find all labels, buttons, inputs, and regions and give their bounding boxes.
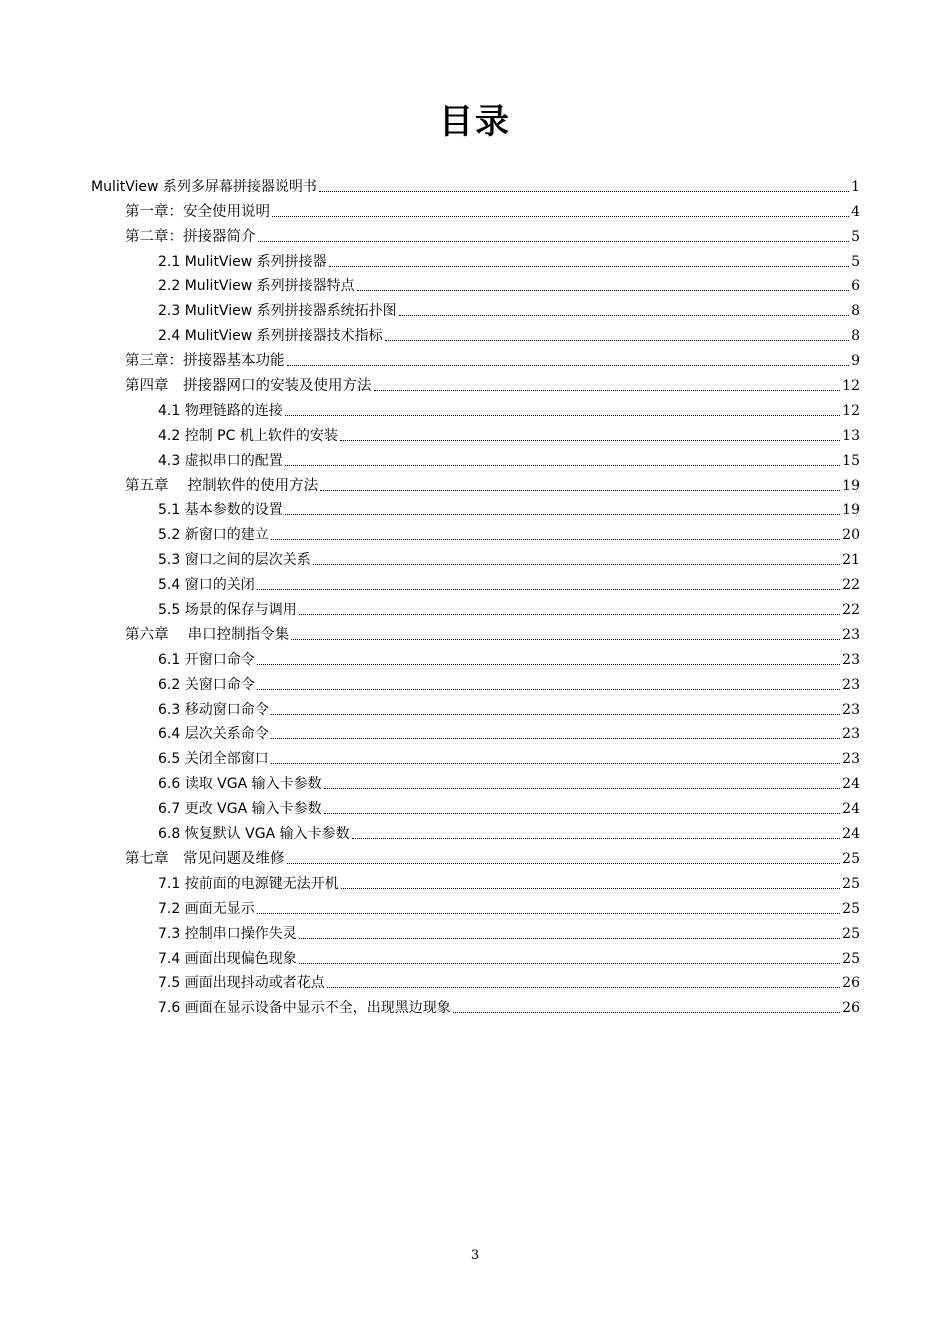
toc-entry-label: 6.2 关窗口命令 — [158, 676, 255, 693]
toc-entry-label: 5.5 场景的保存与调用 — [158, 602, 297, 619]
toc-entry-page: 19 — [842, 477, 860, 494]
toc-dot-leader — [319, 191, 849, 192]
toc-dot-leader — [291, 639, 840, 640]
toc-dot-leader — [257, 589, 840, 590]
toc-entry-page: 4 — [851, 203, 860, 220]
toc-entry[interactable] — [91, 172, 860, 197]
toc-dot-leader — [299, 938, 840, 939]
toc-entry-label: 5.1 基本参数的设置 — [158, 502, 283, 519]
toc-entry-page: 23 — [842, 626, 860, 643]
toc-entry[interactable] — [91, 421, 860, 446]
toc-entry-page: 19 — [842, 502, 860, 519]
toc-dot-leader — [352, 838, 841, 839]
toc-entry[interactable] — [91, 570, 860, 595]
toc-entry-page: 13 — [842, 427, 860, 444]
toc-dot-leader — [327, 987, 840, 988]
toc-entry-page: 21 — [842, 552, 860, 569]
toc-entry[interactable] — [91, 545, 860, 570]
toc-entry-label: 6.7 更改 VGA 输入卡参数 — [158, 801, 322, 818]
toc-dot-leader — [329, 266, 849, 267]
toc-entry-label: 第二章：拼接器简介 — [125, 228, 256, 245]
toc-entry-page: 25 — [842, 950, 860, 967]
toc-entry-page: 5 — [851, 253, 860, 270]
toc-entry[interactable] — [91, 197, 860, 222]
toc-entry[interactable] — [91, 819, 860, 844]
page-number: 3 — [470, 1248, 480, 1263]
toc-entry-page: 12 — [842, 378, 860, 395]
toc-entry-page: 22 — [842, 602, 860, 619]
toc-dot-leader — [374, 390, 841, 391]
toc-entry[interactable] — [91, 446, 860, 471]
toc-entry-page: 23 — [842, 726, 860, 743]
toc-dot-leader — [271, 763, 840, 764]
toc-entry[interactable] — [91, 396, 860, 421]
toc-entry-page: 23 — [842, 651, 860, 668]
toc-entry[interactable] — [91, 969, 860, 994]
toc-entry[interactable] — [91, 844, 860, 869]
toc-entry-label: 5.2 新窗口的建立 — [158, 527, 269, 544]
toc-entry-label: 6.6 读取 VGA 输入卡参数 — [158, 776, 322, 793]
toc-entry-label: 2.3 MulitView 系列拼接器系统拓扑图 — [158, 303, 397, 320]
toc-entry-page: 23 — [842, 676, 860, 693]
toc-dot-leader — [285, 415, 840, 416]
toc-entry-page: 20 — [842, 527, 860, 544]
toc-dot-leader — [299, 963, 840, 964]
toc-entry-page: 8 — [851, 328, 860, 345]
toc-entry-page: 24 — [842, 826, 860, 843]
toc-entry-page: 26 — [842, 1000, 860, 1017]
toc-entry-label: 2.1 MulitView 系列拼接器 — [158, 253, 327, 270]
toc-entry-page: 26 — [842, 975, 860, 992]
toc-entry[interactable] — [91, 645, 860, 670]
toc-dot-leader — [313, 564, 840, 565]
toc-entry-page: 23 — [842, 751, 860, 768]
toc-entry[interactable] — [91, 695, 860, 720]
table-of-contents — [91, 172, 860, 1018]
toc-entry[interactable] — [91, 471, 860, 496]
toc-entry[interactable] — [91, 794, 860, 819]
toc-entry-label: 7.5 画面出现抖动或者花点 — [158, 975, 325, 992]
toc-entry[interactable] — [91, 321, 860, 346]
toc-entry[interactable] — [91, 993, 860, 1018]
toc-entry-label: 第五章 控制软件的使用方法 — [125, 477, 319, 494]
toc-entry[interactable] — [91, 496, 860, 521]
toc-entry-label: 6.3 移动窗口命令 — [158, 701, 269, 718]
toc-dot-leader — [285, 514, 840, 515]
toc-entry-label: 5.3 窗口之间的层次关系 — [158, 552, 311, 569]
toc-entry-label: 第一章：安全使用说明 — [125, 203, 270, 220]
toc-dot-leader — [271, 714, 840, 715]
toc-entry[interactable] — [91, 296, 860, 321]
toc-entry-page: 15 — [842, 452, 860, 469]
toc-dot-leader — [399, 315, 849, 316]
toc-dot-leader — [287, 365, 850, 366]
toc-dot-leader — [385, 340, 849, 341]
toc-entry-label: 第四章 拼接器网口的安装及使用方法 — [125, 378, 372, 395]
toc-entry-label: 4.2 控制 PC 机上软件的安装 — [158, 427, 338, 444]
toc-dot-leader — [257, 664, 840, 665]
toc-entry-label: 5.4 窗口的关闭 — [158, 577, 255, 594]
toc-entry-page: 22 — [842, 577, 860, 594]
toc-dot-leader — [324, 813, 841, 814]
page-title: 目录 — [439, 102, 511, 142]
toc-entry-label: 6.1 开窗口命令 — [158, 651, 255, 668]
toc-dot-leader — [320, 490, 840, 491]
toc-entry-page: 8 — [851, 303, 860, 320]
toc-entry-label: 2.2 MulitView 系列拼接器特点 — [158, 278, 355, 295]
toc-dot-leader — [285, 465, 840, 466]
toc-dot-leader — [324, 788, 841, 789]
toc-entry[interactable] — [91, 371, 860, 396]
toc-dot-leader — [287, 863, 841, 864]
toc-entry-label: 6.8 恢复默认 VGA 输入卡参数 — [158, 826, 350, 843]
toc-entry-page: 5 — [851, 228, 860, 245]
toc-entry[interactable] — [91, 944, 860, 969]
toc-dot-leader — [258, 241, 850, 242]
toc-entry[interactable] — [91, 769, 860, 794]
toc-dot-leader — [257, 689, 840, 690]
toc-entry[interactable] — [91, 919, 860, 944]
toc-entry-page: 9 — [851, 353, 860, 370]
toc-entry-page: 12 — [842, 402, 860, 419]
toc-entry[interactable] — [91, 869, 860, 894]
toc-entry-label: 6.4 层次关系命令 — [158, 726, 269, 743]
toc-entry[interactable] — [91, 247, 860, 272]
toc-dot-leader — [271, 539, 840, 540]
toc-entry-label: 4.1 物理链路的连接 — [158, 402, 283, 419]
toc-entry[interactable] — [91, 272, 860, 297]
toc-entry-label: MulitView 系列多屏幕拼接器说明书 — [91, 178, 317, 195]
toc-entry-page: 25 — [842, 875, 860, 892]
toc-dot-leader — [341, 888, 840, 889]
toc-entry-page: 24 — [842, 801, 860, 818]
toc-entry[interactable] — [91, 620, 860, 645]
toc-entry[interactable] — [91, 520, 860, 545]
toc-entry-label: 第三章：拼接器基本功能 — [125, 353, 285, 370]
toc-entry[interactable] — [91, 595, 860, 620]
toc-entry-label: 7.3 控制串口操作失灵 — [158, 925, 297, 942]
toc-entry-label: 第七章 常见问题及维修 — [125, 850, 285, 867]
toc-entry-label: 7.4 画面出现偏色现象 — [158, 950, 297, 967]
toc-entry[interactable] — [91, 894, 860, 919]
toc-dot-leader — [272, 216, 849, 217]
toc-entry-label: 7.1 按前面的电源键无法开机 — [158, 875, 339, 892]
toc-entry-page: 25 — [842, 925, 860, 942]
toc-entry-label: 4.3 虚拟串口的配置 — [158, 452, 283, 469]
toc-dot-leader — [271, 738, 840, 739]
toc-entry-label: 第六章 串口控制指令集 — [125, 626, 290, 643]
toc-entry-label: 2.4 MulitView 系列拼接器技术指标 — [158, 328, 383, 345]
toc-entry-page: 25 — [842, 900, 860, 917]
toc-dot-leader — [299, 614, 840, 615]
toc-dot-leader — [357, 290, 849, 291]
toc-entry-page: 23 — [842, 701, 860, 718]
toc-dot-leader — [453, 1012, 840, 1013]
toc-dot-leader — [340, 440, 840, 441]
toc-dot-leader — [257, 913, 840, 914]
toc-entry-label: 7.6 画面在显示设备中显示不全，出现黑边现象 — [158, 1000, 451, 1017]
toc-entry-label: 7.2 画面无显示 — [158, 900, 255, 917]
toc-entry-page: 25 — [842, 850, 860, 867]
toc-entry[interactable] — [91, 222, 860, 247]
toc-entry-page: 24 — [842, 776, 860, 793]
toc-entry-page: 6 — [851, 278, 860, 295]
toc-entry[interactable] — [91, 720, 860, 745]
toc-entry-page: 1 — [851, 178, 860, 195]
toc-entry[interactable] — [91, 670, 860, 695]
toc-entry-label: 6.5 关闭全部窗口 — [158, 751, 269, 768]
toc-entry[interactable] — [91, 346, 860, 371]
toc-entry[interactable] — [91, 744, 860, 769]
